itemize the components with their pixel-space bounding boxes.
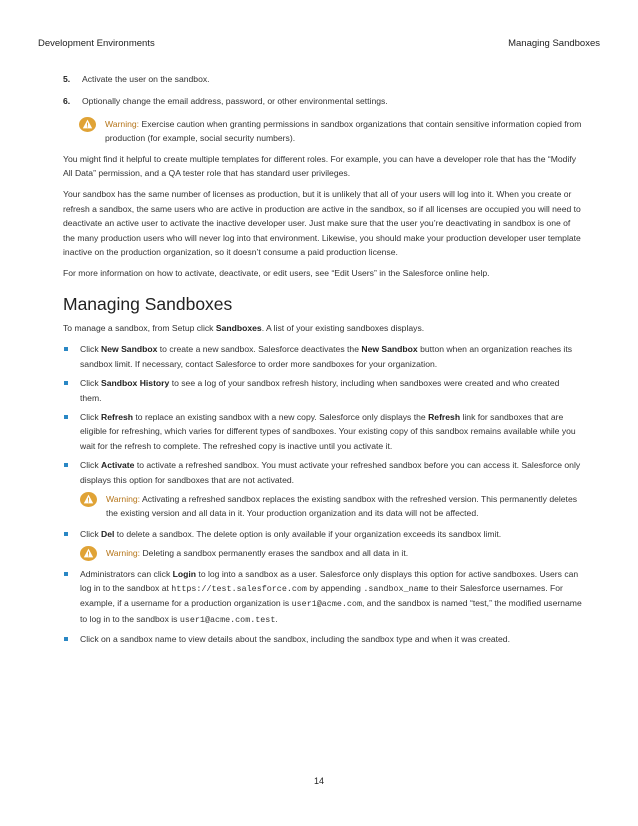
bullet-icon [64,347,68,351]
warning-text: Activating a refreshed sandbox replaces the existing sandbox with the refreshed version. This permanently deletes the existing version and all data in it. Your production organization and its data will not be affected. [106,493,578,519]
paragraph: Your sandbox has the same number of licenses as production, but it is unlikely that all of your users will log into it. When you create or refresh a sandbox, the same users who are active in production are active in the sandbox, so if all licenses are occupied you will need to deactivate an active user to activate the inactive developer user. Just make sure that the user you’re deactivating in sandbox is one of the many production users who will never log into that environment. Likewise, you should make your production developer user template inactive on the production organization, so it doesn’t consume a paid production license. [63,189,581,258]
paragraph: You might find it helpful to create multiple templates for different roles. For example, you can have a developer role that has the “Modify All Data” permission, and a QA tester role that has standard user privileges. [63,153,577,179]
list-item-delete: Click Del to delete a sandbox. The delete option is only available if your organization exceeds its sandbox limit. Warning: Deleting a sandbox permanently erases the sandbox and all data in it. [63,527,583,561]
warning-icon [80,546,97,561]
bullet-icon [64,532,68,536]
page-number: 14 [313,776,324,786]
step-number: 5. [63,74,71,84]
list-item-view-details: Click on a sandbox name to view details about the sandbox, including the sandbox type and when it was created. [63,632,583,646]
warning-text: Deleting a sandbox permanently erases the sandbox and all data in it. [142,548,409,559]
step-5 [63,72,583,86]
section-title: Managing Sandboxes [63,293,233,314]
page-header [38,38,600,52]
list-item-activate: Click Activate to activate a refreshed sandbox. You must activate your refreshed sandbox before you can access it. Salesforce only displays this option for sandboxes that are not activated. Warning: Activating a refreshed sandbox replaces the existing sandbox with the refreshed version. This permanently deletes the existing version and all data in it. Your production organization and its data will not be affected. [63,458,583,521]
step-number: 6. [63,96,71,107]
warning-label: Warning: [106,548,141,559]
header-chapter: Development Environments [38,38,155,49]
bullet-icon [64,415,68,419]
list-item-sandbox-history: Click Sandbox History to see a log of your sandbox refresh history, including when sandboxes were created and who created them. [63,376,583,405]
warning-callout [80,492,583,521]
bullet-icon [64,637,68,641]
sandbox-name-code: .sandbox_name [363,583,429,594]
warning-icon [79,117,96,132]
sandbox-username-code: user1@acme.com.test [179,614,276,625]
page-content [63,72,583,652]
header-section: Managing Sandboxes [508,38,600,49]
sandbox-actions-list [63,342,583,646]
list-item-login: Administrators can click Login to log into a sandbox as a user. Salesforce only displays this option for active sandboxes. Users can log in to the sandbox at https://test.salesforce.com by appending .sandbox_name to their Salesforce usernames. For example, if a username for a production organization is user1@acme.com, and the sandbox is named “test,” the modified username to log in to the sandbox is user1@acme.com.test. [63,567,583,628]
warning-text: Exercise caution when granting permissions in sandbox organizations that contain sensitive information copied from production (for example, social security numbers). [105,118,582,144]
ui-label-sandboxes: Sandboxes [215,322,262,333]
warning-label: Warning: [105,118,140,129]
step-text: Activate the user on the sandbox. [82,74,210,84]
url-code: https://test.salesforce.com [171,583,307,594]
warning-icon [80,492,97,507]
username-code: user1@acme.com [291,599,362,610]
bullet-icon [64,463,68,467]
warning-label: Warning: [106,493,141,504]
list-item-refresh: Click Refresh to replace an existing sandbox with a new copy. Salesforce only displays the Refresh link for sandboxes that are eligible for refreshing, which varies for different types of sandboxes. Your existing copy of this sandbox remains available while you wait for the refresh to complete. The refreshed copy is inactive until you activate it. [63,410,583,453]
warning-callout [79,117,583,146]
bullet-icon [64,381,68,385]
bullet-icon [64,572,68,576]
warning-callout [80,546,583,560]
step-text: Optionally change the email address, password, or other environmental settings. [82,96,388,107]
paragraph: For more information on how to activate, deactivate, or edit users, see “Edit Users” in the Salesforce online help. [63,268,490,279]
section-intro: To manage a sandbox, from Setup click Sandboxes. A list of your existing sandboxes displays. [63,322,425,333]
list-item-new-sandbox: Click New Sandbox to create a new sandbox. Salesforce deactivates the New Sandbox button when an organization reaches its sandbox limit. If necessary, contact Salesforce to order more sandboxes for your organization. [63,342,583,371]
step-6 [63,94,583,108]
